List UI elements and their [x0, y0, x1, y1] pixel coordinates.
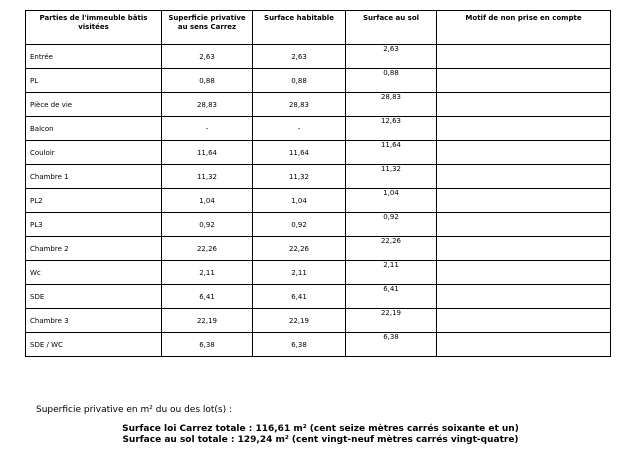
cell-carrez: 0,88 — [162, 69, 253, 93]
cell-motif — [437, 237, 611, 261]
cell-habitable: 6,38 — [253, 333, 346, 357]
surfaces-table — [25, 10, 611, 357]
cell-habitable: 1,04 — [253, 189, 346, 213]
cell-motif — [437, 309, 611, 333]
cell-motif — [437, 93, 611, 117]
cell-motif — [437, 165, 611, 189]
table-row — [26, 237, 611, 261]
table-row — [26, 141, 611, 165]
cell-habitable: 11,64 — [253, 141, 346, 165]
header-habitable: Surface habitable — [253, 11, 346, 45]
cell-room-name: Entrée — [26, 45, 162, 69]
cell-carrez: 6,41 — [162, 285, 253, 309]
table-row — [26, 309, 611, 333]
cell-motif — [437, 333, 611, 357]
table-row — [26, 117, 611, 141]
cell-sol: 0,92 — [346, 213, 437, 237]
cell-habitable: 2,63 — [253, 45, 346, 69]
cell-habitable: 0,88 — [253, 69, 346, 93]
cell-sol: 6,38 — [346, 333, 437, 357]
cell-carrez: 28,83 — [162, 93, 253, 117]
cell-room-name: Balcon — [26, 117, 162, 141]
table-row — [26, 45, 611, 69]
cell-habitable: 22,19 — [253, 309, 346, 333]
cell-room-name: Pièce de vie — [26, 93, 162, 117]
cell-sol: 22,26 — [346, 237, 437, 261]
cell-carrez: 1,04 — [162, 189, 253, 213]
cell-room-name: SDE / WC — [26, 333, 162, 357]
cell-motif — [437, 45, 611, 69]
cell-motif — [437, 69, 611, 93]
cell-sol: 22,19 — [346, 309, 437, 333]
cell-carrez: 2,63 — [162, 45, 253, 69]
cell-sol: 12,63 — [346, 117, 437, 141]
table-header-row — [26, 11, 611, 45]
cell-motif — [437, 189, 611, 213]
table-row — [26, 189, 611, 213]
cell-motif — [437, 285, 611, 309]
header-motif: Motif de non prise en compte — [437, 11, 611, 45]
cell-room-name: PL2 — [26, 189, 162, 213]
carrez-total: Surface loi Carrez totale : 116,61 m² (cent seize mètres carrés soixante et un) — [122, 424, 519, 434]
cell-sol: 28,83 — [346, 93, 437, 117]
cell-carrez: 0,92 — [162, 213, 253, 237]
cell-habitable: 0,92 — [253, 213, 346, 237]
cell-room-name: Chambre 2 — [26, 237, 162, 261]
cell-carrez: 11,32 — [162, 165, 253, 189]
table-row — [26, 69, 611, 93]
cell-room-name: Chambre 1 — [26, 165, 162, 189]
cell-room-name: Wc — [26, 261, 162, 285]
cell-carrez: 11,64 — [162, 141, 253, 165]
cell-habitable: 11,32 — [253, 165, 346, 189]
cell-motif — [437, 261, 611, 285]
cell-habitable: 28,83 — [253, 93, 346, 117]
cell-sol: 0,88 — [346, 69, 437, 93]
cell-motif — [437, 117, 611, 141]
table-row — [26, 213, 611, 237]
cell-sol: 2,11 — [346, 261, 437, 285]
cell-motif — [437, 213, 611, 237]
cell-carrez: 2,11 — [162, 261, 253, 285]
cell-habitable: 22,26 — [253, 237, 346, 261]
header-parties: Parties de l'immeuble bâtis visitées — [26, 11, 162, 45]
table-row — [26, 261, 611, 285]
cell-sol: 6,41 — [346, 285, 437, 309]
cell-sol: 11,64 — [346, 141, 437, 165]
table-row — [26, 165, 611, 189]
cell-sol: 1,04 — [346, 189, 437, 213]
table-row — [26, 333, 611, 357]
sol-total: Surface au sol totale : 129,24 m² (cent vingt-neuf mètres carrés vingt-quatre) — [122, 435, 519, 445]
cell-motif — [437, 141, 611, 165]
cell-sol: 11,32 — [346, 165, 437, 189]
cell-sol: 2,63 — [346, 45, 437, 69]
cell-carrez: 6,38 — [162, 333, 253, 357]
cell-habitable: 6,41 — [253, 285, 346, 309]
cell-carrez: 22,26 — [162, 237, 253, 261]
table-row — [26, 285, 611, 309]
header-carrez: Superficie privative au sens Carrez — [162, 11, 253, 45]
summary-intro: Superficie privative en m² du ou des lot(s) : — [36, 405, 233, 415]
cell-carrez: 22,19 — [162, 309, 253, 333]
cell-room-name: PL3 — [26, 213, 162, 237]
cell-carrez: - — [162, 117, 253, 141]
cell-room-name: PL — [26, 69, 162, 93]
cell-room-name: Chambre 3 — [26, 309, 162, 333]
cell-habitable: 2,11 — [253, 261, 346, 285]
cell-room-name: Couloir — [26, 141, 162, 165]
header-sol: Surface au sol — [346, 11, 437, 45]
table-row — [26, 93, 611, 117]
cell-habitable: - — [253, 117, 346, 141]
cell-room-name: SDE — [26, 285, 162, 309]
